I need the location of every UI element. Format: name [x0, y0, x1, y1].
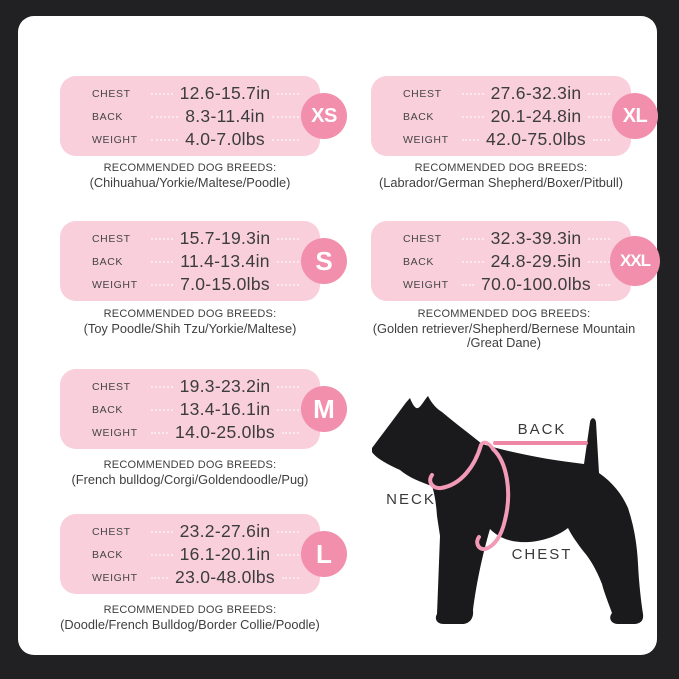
dotted-leader [151, 554, 173, 556]
back-row [92, 105, 306, 128]
size-badge-xl: XL [612, 93, 658, 139]
weight-value: 7.0-15.0lbs [180, 274, 270, 294]
dotted-leader [151, 409, 173, 411]
dotted-leader [151, 116, 178, 118]
diagram-neck-label: NECK [386, 491, 436, 508]
dog-measurement-diagram [366, 386, 656, 638]
back-value: 11.4-13.4in [180, 251, 270, 271]
dotted-leader [588, 116, 610, 118]
back-label: BACK [403, 255, 434, 268]
weight-label: WEIGHT [92, 571, 138, 584]
weight-value: 23.0-48.0lbs [175, 567, 275, 587]
back-row [92, 398, 306, 421]
breeds-heading: RECOMMENDED DOG BREEDS: [103, 459, 277, 471]
chest-value: 32.3-39.3in [490, 228, 582, 248]
breeds-heading: RECOMMENDED DOG BREEDS: [103, 604, 277, 616]
chest-row [92, 375, 306, 398]
breeds-list: (Doodle/French Bulldog/Border Collie/Poodle) [60, 617, 320, 632]
dotted-leader [151, 386, 173, 388]
size-card-xxl [371, 221, 651, 301]
back-value: 13.4-16.1in [179, 399, 271, 419]
weight-label: WEIGHT [92, 133, 138, 146]
dotted-leader [277, 386, 299, 388]
breeds-block-l [32, 604, 348, 632]
chest-value: 27.6-32.3in [490, 83, 582, 103]
dotted-leader [588, 238, 610, 240]
dotted-leader [277, 409, 299, 411]
breeds-block-m [40, 459, 340, 487]
size-card-m [60, 369, 335, 449]
dotted-leader [462, 284, 474, 286]
dotted-leader [598, 284, 610, 286]
chest-label: CHEST [92, 87, 131, 100]
breeds-list-line1: (Golden retriever/Shepherd/Bernese Mountain [372, 321, 636, 336]
size-card-xs [60, 76, 337, 156]
dotted-leader [151, 261, 173, 263]
breeds-heading: RECOMMENDED DOG BREEDS: [417, 308, 591, 320]
breeds-list: (Toy Poodle/Shih Tzu/Yorkie/Maltese) [83, 321, 297, 336]
weight-row [403, 273, 617, 296]
breeds-list: (Labrador/German Shepherd/Boxer/Pitbull) [379, 175, 623, 190]
size-badge-xxl: XXL [610, 236, 660, 286]
size-badge-m: M [301, 386, 347, 432]
diagram-chest-label: CHEST [511, 546, 573, 563]
size-card-s [60, 221, 333, 301]
dotted-leader [462, 139, 479, 141]
size-card-l [60, 514, 332, 594]
dotted-leader [272, 116, 299, 118]
breeds-block-xxl [348, 308, 660, 350]
dotted-leader [277, 531, 299, 533]
back-value: 16.1-20.1in [179, 544, 271, 564]
chest-row [92, 82, 306, 105]
breeds-block-s [40, 308, 340, 336]
breeds-list: (Chihuahua/Yorkie/Maltese/Poodle) [89, 175, 291, 190]
chest-row [403, 227, 617, 250]
back-label: BACK [92, 110, 123, 123]
dotted-leader [151, 284, 173, 286]
back-row [403, 105, 617, 128]
dotted-leader [277, 284, 299, 286]
weight-row [92, 566, 306, 589]
weight-label: WEIGHT [403, 133, 449, 146]
chest-value: 15.7-19.3in [179, 228, 271, 248]
weight-value: 42.0-75.0lbs [486, 129, 586, 149]
chest-value: 12.6-15.7in [179, 83, 271, 103]
dotted-leader [151, 238, 173, 240]
dotted-leader [277, 93, 299, 95]
back-row [92, 250, 306, 273]
back-value: 8.3-11.4in [185, 106, 265, 126]
breeds-heading: RECOMMENDED DOG BREEDS: [103, 162, 277, 174]
back-label: BACK [92, 403, 123, 416]
back-label: BACK [92, 255, 123, 268]
chest-label: CHEST [92, 380, 131, 393]
back-label: BACK [92, 548, 123, 561]
dotted-leader [151, 93, 173, 95]
dotted-leader [282, 577, 299, 579]
breeds-heading: RECOMMENDED DOG BREEDS: [103, 308, 277, 320]
dotted-leader [462, 116, 484, 118]
chest-label: CHEST [403, 87, 442, 100]
dotted-leader [272, 139, 299, 141]
size-chart-panel [18, 16, 657, 655]
chest-value: 19.3-23.2in [179, 376, 271, 396]
chest-row [92, 520, 306, 543]
dotted-leader [277, 261, 299, 263]
dotted-leader [593, 139, 610, 141]
breeds-list-line2: /Great Dane) [467, 335, 541, 350]
chest-label: CHEST [92, 525, 131, 538]
size-badge-xs: XS [301, 93, 347, 139]
dotted-leader [462, 261, 484, 263]
breeds-list: (French bulldog/Corgi/Goldendoodle/Pug) [71, 472, 309, 487]
weight-label: WEIGHT [92, 426, 138, 439]
chest-value: 23.2-27.6in [179, 521, 271, 541]
size-card-xl [371, 76, 648, 156]
dotted-leader [151, 577, 168, 579]
chest-label: CHEST [92, 232, 131, 245]
size-badge-l: L [301, 531, 347, 577]
dotted-leader [462, 93, 484, 95]
dotted-leader [588, 261, 610, 263]
dotted-leader [277, 554, 299, 556]
weight-row [92, 128, 306, 151]
size-badge-s: S [301, 238, 347, 284]
weight-value: 70.0-100.0lbs [481, 274, 591, 294]
breeds-block-xl [351, 162, 651, 190]
dotted-leader [151, 139, 178, 141]
back-row [92, 543, 306, 566]
diagram-back-label: BACK [517, 421, 567, 438]
weight-label: WEIGHT [92, 278, 138, 291]
weight-label: WEIGHT [403, 278, 449, 291]
dotted-leader [151, 531, 173, 533]
breeds-heading: RECOMMENDED DOG BREEDS: [414, 162, 588, 174]
chest-row [92, 227, 306, 250]
weight-value: 14.0-25.0lbs [175, 422, 275, 442]
dotted-leader [462, 238, 484, 240]
back-label: BACK [403, 110, 434, 123]
weight-value: 4.0-7.0lbs [185, 129, 265, 149]
dotted-leader [282, 432, 299, 434]
weight-row [92, 273, 306, 296]
dotted-leader [151, 432, 168, 434]
dotted-leader [277, 238, 299, 240]
weight-row [92, 421, 306, 444]
back-row [403, 250, 617, 273]
back-value: 24.8-29.5in [490, 251, 582, 271]
breeds-block-xs [40, 162, 340, 190]
chest-row [403, 82, 617, 105]
weight-row [403, 128, 617, 151]
back-value: 20.1-24.8in [490, 106, 582, 126]
chest-label: CHEST [403, 232, 442, 245]
dotted-leader [588, 93, 610, 95]
